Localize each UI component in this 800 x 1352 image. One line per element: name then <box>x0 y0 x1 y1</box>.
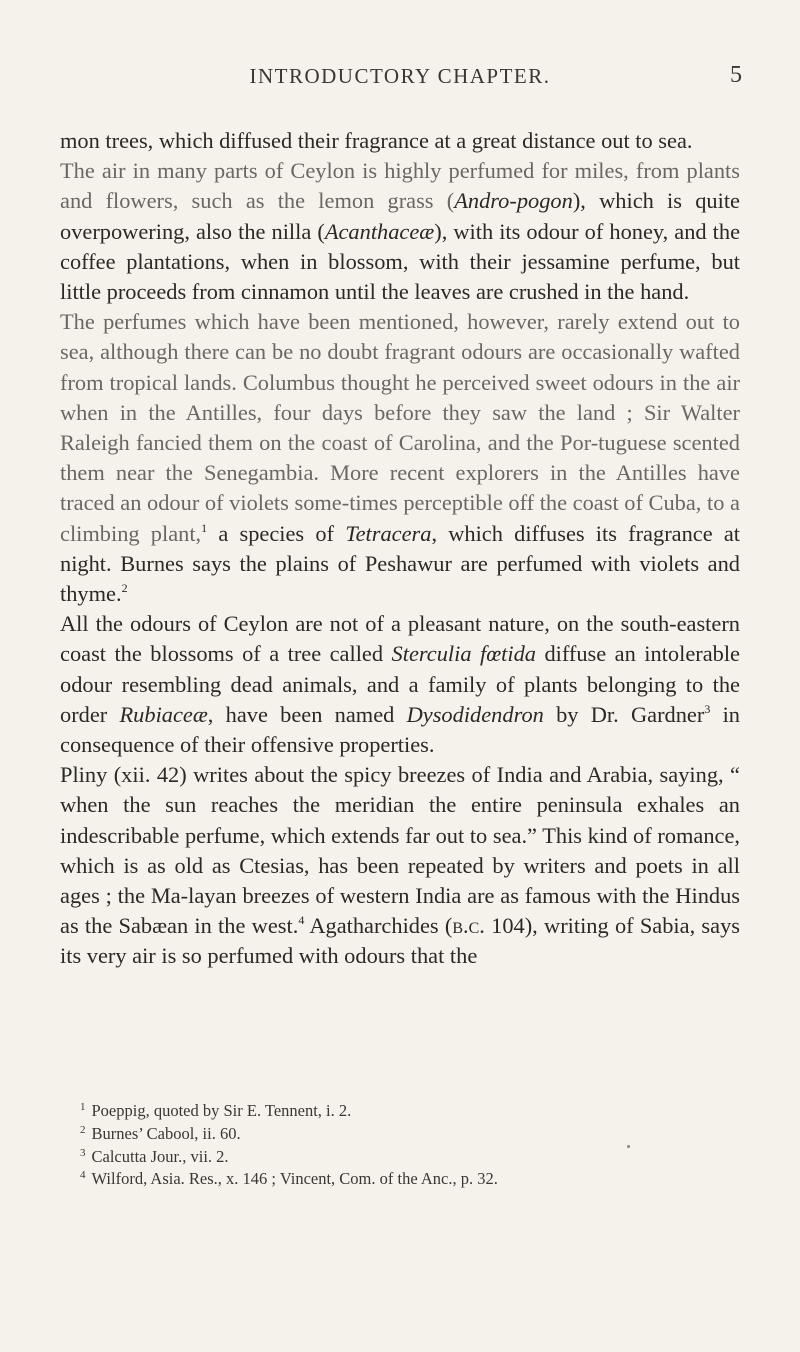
footnote-ref: 2 <box>121 581 128 596</box>
footnote <box>80 1146 720 1169</box>
text-run: a species of <box>207 520 346 546</box>
paragraph-pliny <box>60 760 740 971</box>
italic-term: Sterculia fœtida <box>391 641 536 667</box>
footnote-ref: 1 <box>201 520 208 535</box>
text-run: The air in many parts of Ceylon is highly perfumed for miles, from plants and flowers, such as the lemon grass ( <box>60 158 740 214</box>
footnote-mark: 4 <box>80 1169 86 1182</box>
body-text <box>60 126 740 972</box>
footnotes <box>80 1100 720 1191</box>
footnote <box>80 1123 720 1146</box>
footnote <box>80 1168 720 1191</box>
italic-term: Dysodidendron <box>406 701 544 727</box>
footnote-mark: 1 <box>80 1101 86 1113</box>
text-run: diffuse an intolerable odour resembling dead animals, and a family of plants belonging to the order <box>60 641 740 727</box>
italic-term: Andro-pogon <box>454 188 573 214</box>
text-run: in consequence of their offensive properties. <box>60 701 740 758</box>
footnote-mark: 3 <box>80 1146 86 1159</box>
footnote-ref: 4 <box>298 913 305 928</box>
footnote-text: Wilford, Asia. Res., x. 146 ; Vincent, Com. of the Anc., p. 32. <box>91 1169 498 1189</box>
small-caps-term: b.c. <box>452 913 485 939</box>
italic-term: Tetracera <box>345 520 432 546</box>
paper-speck <box>627 1145 630 1148</box>
footnote-text: Poeppig, quoted by Sir E. Tennent, i. 2. <box>91 1101 352 1120</box>
text-run: Pliny (xii. 42) writes about the spicy breezes of India and Arabia, saying, “ when the sun reaches the meridian the entire peninsula exhales an indescribable perfume, which extends far out to sea.” This kind of romance, which is as old as Ctesias, has been repeated by writers and poets in all ages ; the Ma-layan breezes of western India are as famous with the Hindus as the Sabæan in the west. <box>60 762 740 939</box>
footnote-mark: 2 <box>80 1123 86 1136</box>
text-run: , which diffuses its fragrance at night. Burnes says the plains of Peshawur are perfumed with violets and thyme. <box>60 520 741 607</box>
footnote-text: Calcutta Jour., vii. 2. <box>91 1146 229 1166</box>
text-run: mon trees, which diffused their fragrance at a great distance out to sea. <box>60 128 693 153</box>
text-run: 104), writing of Sabia, says its very air is so perfumed with odours that the <box>60 913 740 969</box>
text-run: ), with its odour of honey, and the coffee plantations, when in blossom, with their jessamine perfume, but little proceeds from cinnamon until the leaves are crushed in the hand. <box>60 218 741 305</box>
text-run: by Dr. Gardner <box>543 701 705 727</box>
text-run: All the odours of Ceylon are not of a pleasant nature, on the south-eastern coast the blossoms of a tree called <box>60 611 740 667</box>
footnote <box>80 1100 720 1123</box>
paragraph-perfumes-sea <box>60 307 740 609</box>
text-run: , have been named <box>207 701 407 727</box>
paragraph-unpleasant-odours <box>60 609 740 760</box>
text-run: Agatharchides ( <box>304 913 453 939</box>
footnote-ref: 3 <box>704 701 711 716</box>
running-head <box>60 64 740 94</box>
text-run: ), which is quite overpowering, also the nilla ( <box>60 188 740 244</box>
paragraph-continuation <box>60 126 740 156</box>
text-run: The perfumes which have been mentioned, however, rarely extend out to sea, although there can be no doubt fragrant odours are occasionally wafted from tropical lands. Columbus thought he perceived sweet odours in the air when in the Antilles, four days before they saw the land ; Sir Walter Raleigh fancied them on the coast of Carolina, and the Por-tuguese scented them near the Senegambia. More recent explorers in the Antilles have traced an odour of violets some-times perceptible off the coast of Cuba, to a climbing plant, <box>60 309 740 546</box>
footnote-text: Burnes’ Cabool, ii. 60. <box>91 1123 241 1143</box>
page-number: 5 <box>730 62 742 88</box>
italic-term: Rubiaceæ <box>119 701 208 727</box>
paragraph-ceylon-air <box>60 156 740 307</box>
running-title: INTRODUCTORY CHAPTER. <box>249 64 551 88</box>
italic-term: Acanthaceæ <box>324 218 435 244</box>
